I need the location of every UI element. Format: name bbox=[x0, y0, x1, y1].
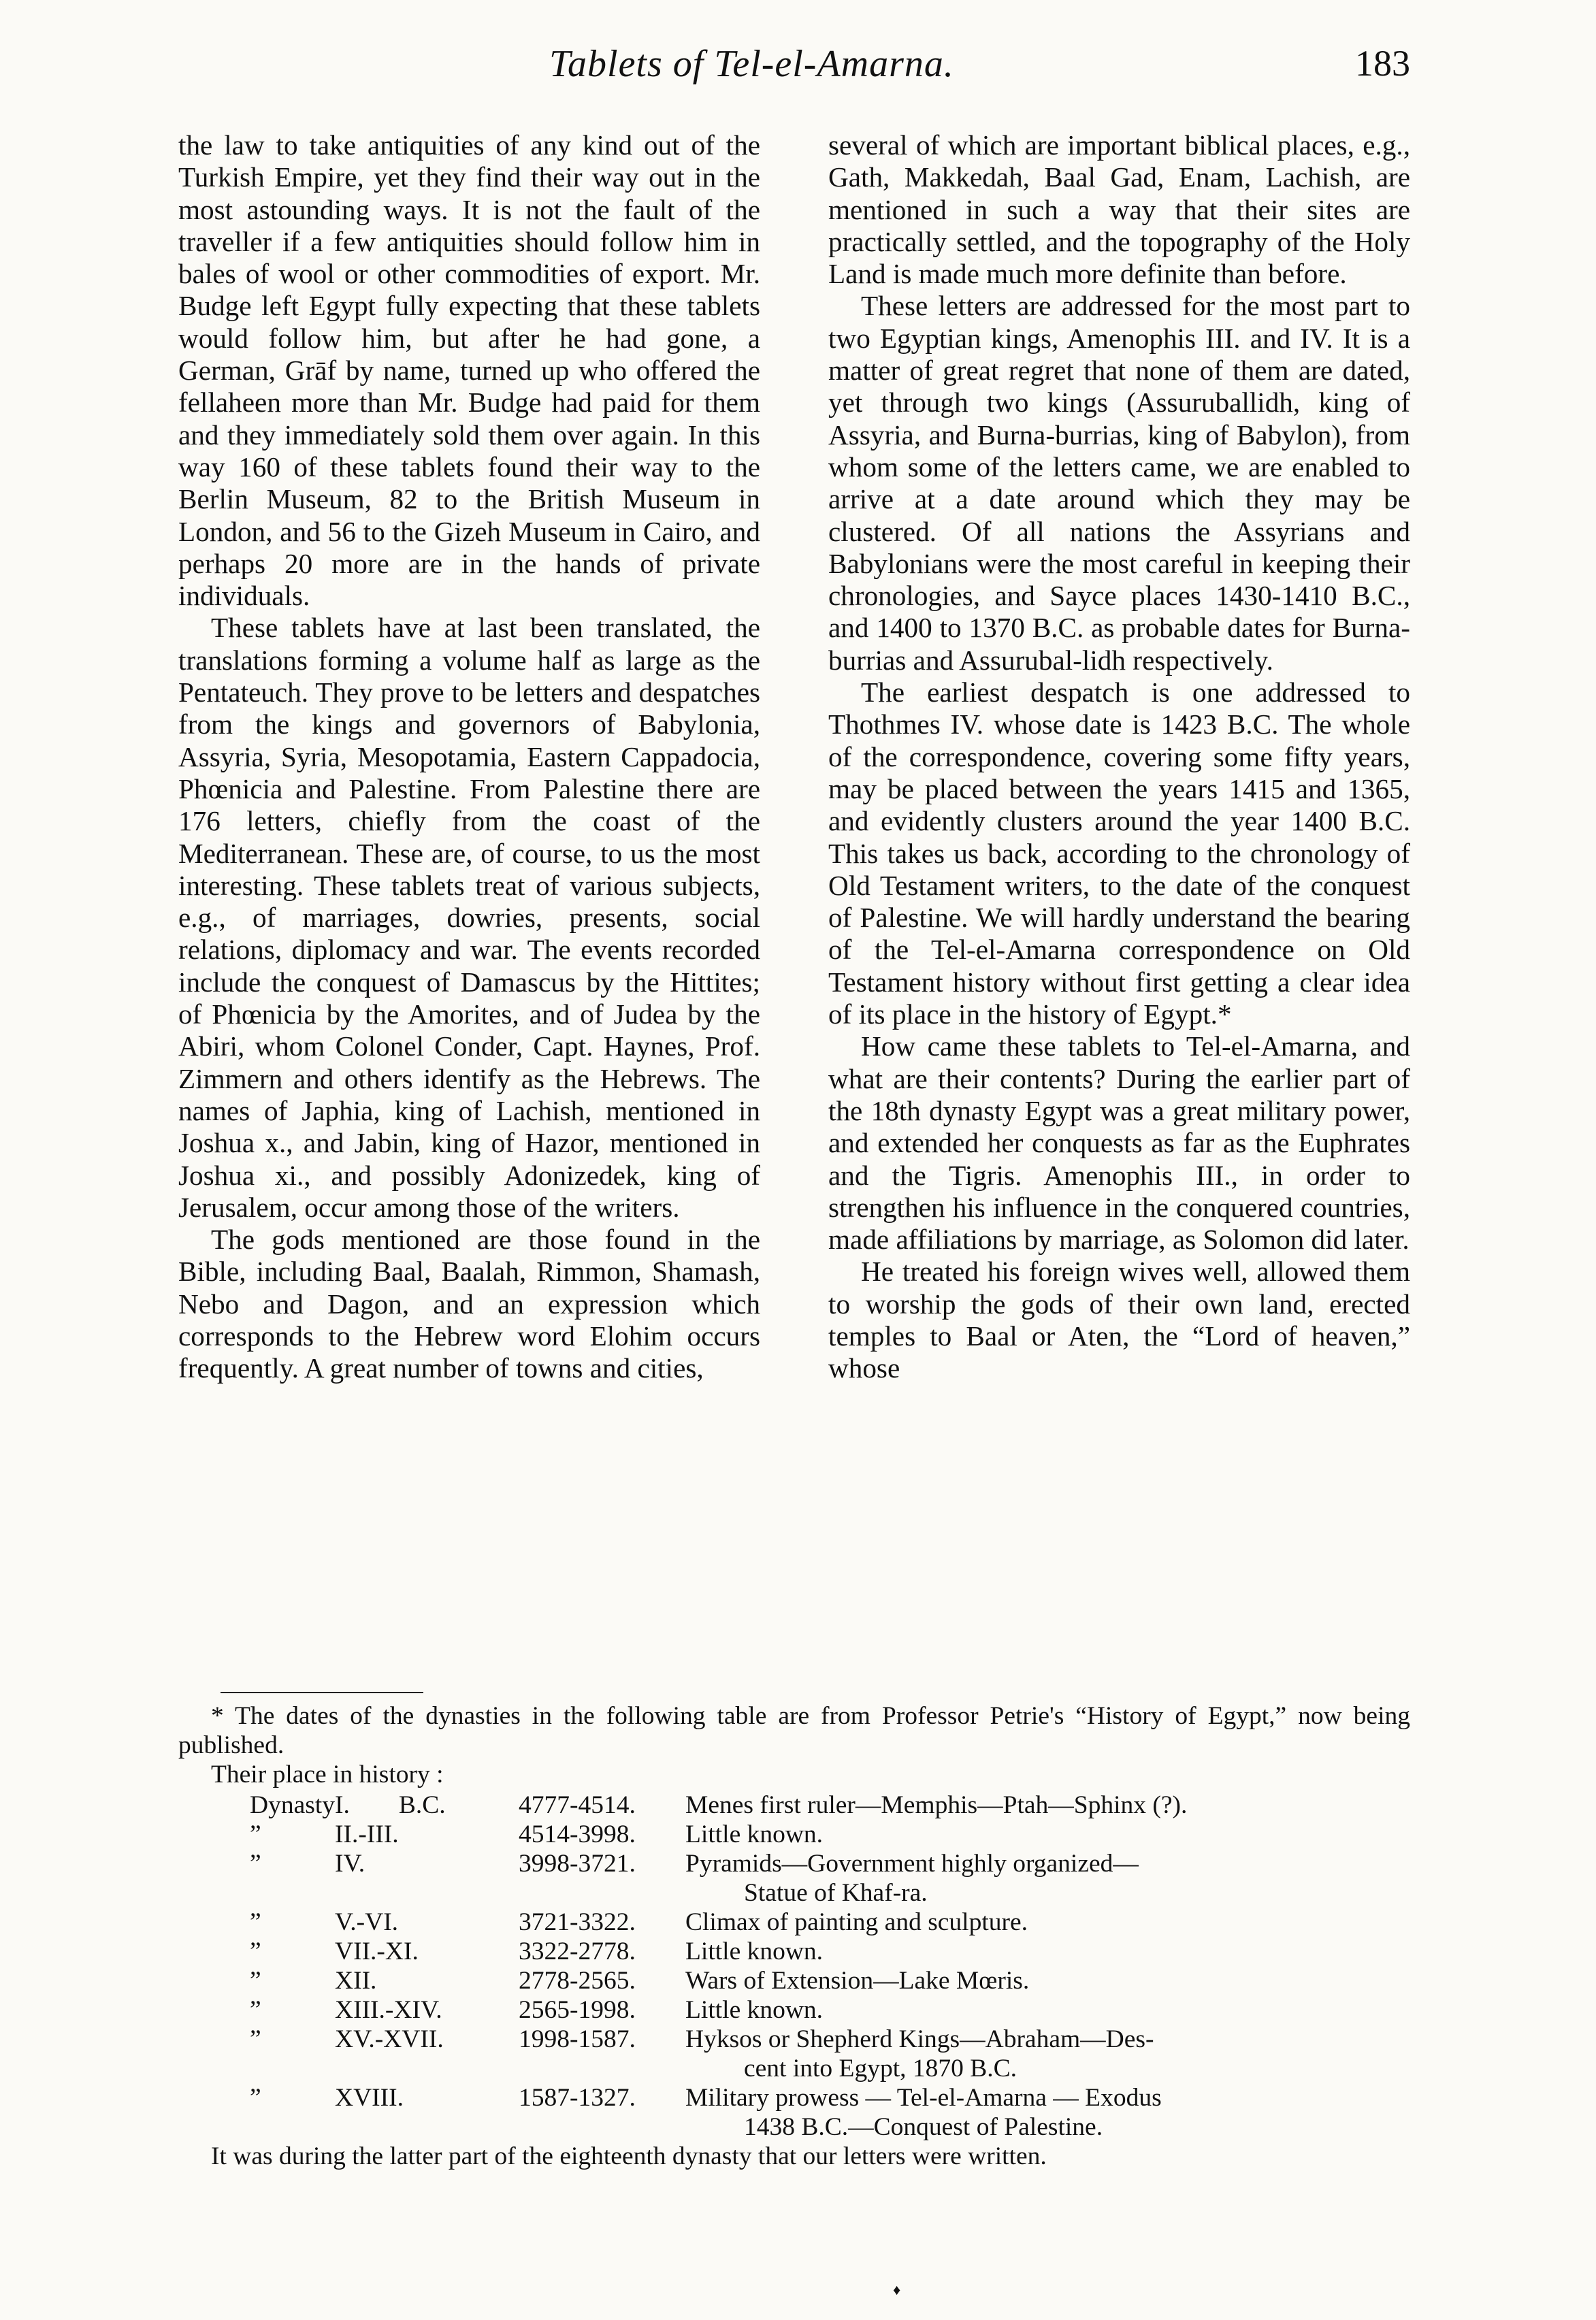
dynasty-years: 3721-3322. bbox=[519, 1908, 636, 1936]
right-column bbox=[828, 129, 1410, 1385]
dynasty-ditto: ” bbox=[250, 1938, 261, 1965]
dynasty-description: Climax of painting and sculpture. bbox=[685, 1908, 1028, 1936]
dynasty-years: 4777-4514. bbox=[519, 1791, 636, 1819]
bce-label: B.C. bbox=[398, 1791, 446, 1819]
dynasty-years: 1998-1587. bbox=[519, 2025, 636, 2053]
paragraph: He treated his foreign wives well, allowed them to worship the gods of their own land, erected temples to Baal or Aten, the “Lord of heaven,” whose bbox=[828, 1256, 1410, 1384]
table-row bbox=[250, 1820, 1339, 1849]
dynasty-years: 4514-3998. bbox=[519, 1820, 636, 1848]
table-row bbox=[250, 1937, 1339, 1966]
dynasty-years: 3322-2778. bbox=[519, 1938, 636, 1965]
dynasty-number: II.-III. bbox=[335, 1820, 399, 1848]
paragraph: These tablets have at last been translated, the translations forming a volume half as large as the Pentateuch. They prove to be letters and despatches from the kings and governors of Babylonia, Assyria, Syria, Mesopotamia, Eastern Cappadocia, Phœnicia and Palestine. From Palestine there are 176 letters, chiefly from the coast of the Mediterranean. These are, of course, to us the most interesting. These tablets treat of various subjects, e.g., of marriages, dowries, presents, social relations, diplomacy and war. The events recorded include the conquest of Damascus by the Hittites; of Phœnicia by the Amorites, and of Judea by the Abiri, whom Colonel Conder, Capt. Haynes, Prof. Zimmern and others identify as the Hebrews. The names of Japhia, king of Lachish, mentioned in Joshua x., and Jabin, king of Hazor, mentioned in Joshua xi., and possibly Adonizedek, king of Jerusalem, occur among those of the writers. bbox=[178, 612, 760, 1223]
dynasty-years: 1587-1327. bbox=[519, 2084, 636, 2112]
dynasty-number: XIII.-XIV. bbox=[335, 1996, 442, 2024]
footnote-rule bbox=[221, 1692, 423, 1693]
dynasty-ditto: ” bbox=[250, 1967, 261, 1995]
dynasty-ditto: ” bbox=[250, 1850, 261, 1878]
dynasty-description: Military prowess — Tel-el-Amarna — Exodus bbox=[685, 2084, 1162, 2112]
table-row bbox=[250, 1995, 1339, 2025]
table-heading: Their place in history : bbox=[211, 1761, 444, 1788]
footnote-intro: * The dates of the dynasties in the following table are from Professor Petrie's “History of Egypt,” now being published. bbox=[178, 1702, 1410, 1759]
table-row bbox=[250, 1849, 1339, 1908]
dynasty-description-continued: 1438 B.C.—Conquest of Palestine. bbox=[744, 2113, 1103, 2141]
dynasty-description: Little known. bbox=[685, 1996, 824, 2024]
dynasty-ditto: ” bbox=[250, 1908, 261, 1936]
dynasty-description: Little known. bbox=[685, 1938, 824, 1965]
dynasty-ditto: ” bbox=[250, 2025, 261, 2053]
table-row bbox=[250, 2025, 1339, 2083]
dynasty-ditto: Dynasty bbox=[250, 1791, 335, 1819]
paragraph: The gods mentioned are those found in the Bible, including Baal, Baalah, Rimmon, Shamash, Nebo and Dagon, and an expression which corresponds to the Hebrew word Elohim occurs frequently. A great number of towns and cities, bbox=[178, 1224, 760, 1384]
dynasty-ditto: ” bbox=[250, 2084, 261, 2112]
dynasty-description-continued: Statue of Khaf-ra. bbox=[744, 1879, 928, 1907]
paragraph: The earliest despatch is one addressed to Thothmes IV. whose date is 1423 B.C. The whole of the correspondence, covering some fifty years, may be placed between the years 1415 and 1365, and evidently clusters around the year 1400 B.C. This takes us back, according to the chronology of Old Testament writers, to the date of the conquest of Palestine. We will hardly understand the bearing of the Tel-el-Amarna correspondence on Old Testament history without first getting a clear idea of its place in the history of Egypt.* bbox=[828, 676, 1410, 1030]
dynasty-ditto: ” bbox=[250, 1996, 261, 2024]
dynasty-description-continued: cent into Egypt, 1870 B.C. bbox=[744, 2055, 1017, 2082]
paragraph: the law to take antiquities of any kind out of the Turkish Empire, yet they find their way out in the most astounding ways. It is not the fault of the traveller if a few antiquities should follow him in bales of wool or other commodities of export. Mr. Budge left Egypt fully expecting that these tablets would follow him, but after he had gone, a German, Grāf by name, turned up who offered the fellaheen more than Mr. Budge had paid for them and they immediately sold them over again. In this way 160 of these tablets found their way to the Berlin Museum, 82 to the British Museum in London, and 56 to the Gizeh Museum in Cairo, and perhaps 20 more are in the hands of private individuals. bbox=[178, 129, 760, 612]
dynasty-description: Wars of Extension—Lake Mœris. bbox=[685, 1967, 1030, 1995]
dynasty-years: 2565-1998. bbox=[519, 1996, 636, 2024]
dynasty-description: Hyksos or Shepherd Kings—Abraham—Des- bbox=[685, 2025, 1154, 2053]
dynasty-table bbox=[250, 1791, 1339, 2142]
table-row bbox=[250, 2083, 1339, 2142]
footnote bbox=[178, 1701, 1410, 2171]
left-column bbox=[178, 129, 760, 1385]
table-row bbox=[250, 1791, 1339, 1820]
paragraph: How came these tablets to Tel-el-Amarna, and what are their contents? During the earlier part of the 18th dynasty Egypt was a great military power, and extended her conquests as far as the Euphrates and the Tigris. Amenophis III., in order to strengthen his influence in the conquered countries, made affiliations by marriage, as Solomon did later. bbox=[828, 1030, 1410, 1256]
dynasty-number: XII. bbox=[335, 1967, 377, 1995]
page-number: 183 bbox=[1355, 43, 1410, 84]
dynasty-number: XVIII. bbox=[335, 2084, 404, 2112]
dynasty-number: XV.-XVII. bbox=[335, 2025, 444, 2053]
dynasty-years: 2778-2565. bbox=[519, 1967, 636, 1995]
dynasty-years: 3998-3721. bbox=[519, 1850, 636, 1878]
dynasty-number: I. bbox=[335, 1791, 350, 1819]
dynasty-number: V.-VI. bbox=[335, 1908, 399, 1936]
dynasty-number: IV. bbox=[335, 1850, 365, 1878]
paragraph: These letters are addressed for the most part to two Egyptian kings, Amenophis III. and IV. It is a matter of great regret that none of them are dated, yet through two kings (Assuruballidh, king of Assyria, and Burna-burrias, king of Babylon), from whom some of the letters came, we are enabled to arrive at a date around which they may be clustered. Of all nations the Assyrians and Babylonians were the most careful in keeping their chronologies, and Sayce places 1430-1410 B.C., and 1400 to 1370 B.C. as probable dates for Burna-burrias and Assurubal-lidh respectively. bbox=[828, 290, 1410, 676]
running-head bbox=[178, 42, 1410, 90]
signature-mark: ♦ bbox=[893, 2281, 901, 2298]
paragraph: several of which are important biblical places, e.g., Gath, Makkedah, Baal Gad, Enam, Lachish, are mentioned in such a way that their sites are practically settled, and the topography of the Holy Land is made much more definite than before. bbox=[828, 129, 1410, 290]
dynasty-number: VII.-XI. bbox=[335, 1938, 419, 1965]
body-text bbox=[178, 129, 1410, 1695]
table-row bbox=[250, 1966, 1339, 1995]
dynasty-description: Menes first ruler—Memphis—Ptah—Sphinx (?). bbox=[685, 1791, 1188, 1819]
dynasty-ditto: ” bbox=[250, 1820, 261, 1848]
closing-sentence: It was during the latter part of the eighteenth dynasty that our letters were written. bbox=[211, 2142, 1047, 2170]
running-title: Tablets of Tel-el-Amarna. bbox=[549, 43, 954, 85]
dynasty-description: Pyramids—Government highly organized— bbox=[685, 1850, 1139, 1878]
dynasty-description: Little known. bbox=[685, 1820, 824, 1848]
table-row bbox=[250, 1908, 1339, 1937]
